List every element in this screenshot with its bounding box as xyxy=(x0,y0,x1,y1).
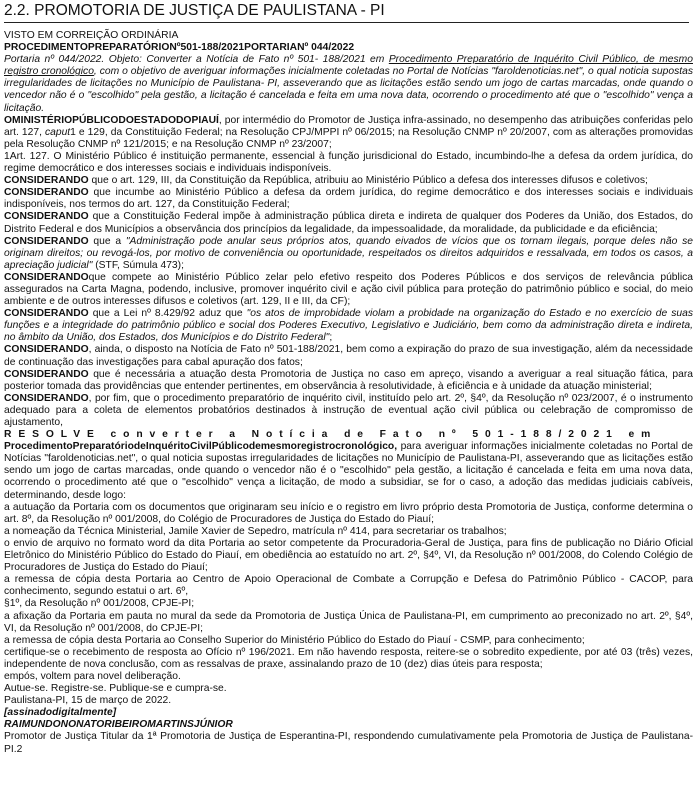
determination-3: o envio de arquivo no formato word da dita Portaria ao setor competente da Procuradoria-Geral de Justiça, para fins de publicação no Diário Oficial Eletrônico do Ministério Público do Estado do Piauí, em obediência ao estatuído no art. 2º, §4º, VI, da Resolução nº 001/2008, do Colendo Colégio de Procuradores de Justiça do Estado do Piauí; xyxy=(4,537,693,574)
autue-line: Autue-se. Registre-se. Publique-se e cumpra-se. xyxy=(4,683,227,695)
determination-5: a afixação da Portaria em pauta no mural da sede da Promotoria de Justiça Única de Paulistana-PI, em cumprimento ao preconizado no art. 2º, §4º, VI, da Resolução nº 001/2008, do CPJE-PI; xyxy=(4,610,693,634)
considerando-3: CONSIDERANDO que a Constituição Federal impõe à administração pública direta e indireta de qualquer dos Poderes da União, dos Estados, do Distrito Federal e dos Municípios a observância dos princípios da legalidade, da impessoalidade, da moralidade, da publicidade e da eficiência; xyxy=(4,211,693,235)
considerando-2: CONSIDERANDO que incumbe ao Ministério Público a defesa da ordem jurídica, do regime democrático e dos interesses sociais e individuais indisponíveis, nos termos do art. 127, da Constituição Federal; xyxy=(4,187,693,211)
determination-2: a nomeação da Técnica Ministerial, Jamile Xavier de Sepedro, matrícula nº 414, para secretariar os trabalhos; xyxy=(4,525,507,537)
determination-8: empós, voltem para novel deliberação. xyxy=(4,670,181,682)
section-title: 2.2. PROMOTORIA DE JUSTIÇA DE PAULISTANA - PI xyxy=(4,2,385,19)
signer-role: Promotor de Justiça Titular da 1ª Promotoria de Justiça de Esperantina-PI, respondendo cumulativamente pela Promotoria de Justiça de Paulistana-PI.2 xyxy=(4,731,693,755)
considerando-5: CONSIDERANDOque compete ao Ministério Público zelar pelo efetivo respeito dos Poderes Públicos e dos serviços de relevância pública assegurados na Carta Magna, podendo, inclusive, promover inquérito civil e ação civil pública para proteção do patrimônio público e social, do meio ambiente e de outros interesses difusos e coletivos (art. 129, II e III, da CF); xyxy=(4,271,693,308)
considerando-6: CONSIDERANDO que a Lei nº 8.429/92 aduz que "os atos de improbidade violam a probidade na organização do Estado e no exercício de suas funções e a integridade do patrimônio público e social dos Poderes Executivo, Legislativo e Judiciário, bem como da administração direta e indireta, no âmbito da União, dos Estados, dos Municípios e do Distrito Federal"; xyxy=(4,308,693,344)
signed-marker: [assinadodigitalmente] xyxy=(4,707,117,719)
procedure-link: Procedimento Preparatório de Inquérito Civil Público, de mesmo registro cronológico xyxy=(4,54,693,78)
determination-1: a autuação da Portaria com os documentos que originaram seu início e o registro em livro próprio desta Promotoria de Justiça, conforme determina o art. 8º, da Resolução nº 001/2008, do Colégio de Procuradores de Justiça do Estado do Piauí; xyxy=(4,501,693,525)
portaria-intro: Portaria nº 044/2022. Objeto: Converter a Notícia de Fato nº 501- 188/2021 em Procedimento Preparatório de Inquérito Civil Público, de mesmo registro cronológico, com o objetivo de averiguar informações inicialmente coletadas no Portal de Notícias "faroldenoticias.net", o qual noticia supostas irregularidades de licitações no Município de Paulistana- PI, asseverando que as licitações estão sendo um jogo de cartas marcadas, onde quando o vencedor não é o "escolhido" pela gestão, a licitação é cancelada e feita em uma nova data, ocorrendo o procedimento até que o "escolhido" vença a licitação. xyxy=(4,54,693,114)
determination-4b: §1º, da Resolução nº 001/2008, CPJE-PI; xyxy=(4,598,195,610)
considerando-4: CONSIDERANDO que a "Administração pode anular seus próprios atos, quando eivados de vícios que os tornam ilegais, porque deles não se originam direitos; ou revogá-los, por motivo de conveniência ou oportunidade, respeitados os direitos adquiridos e ressalvada, em todos os casos, a apreciação judicial" (STF, Súmula 473); xyxy=(4,235,693,271)
considerando-1: CONSIDERANDO que o art. 129, III, da Constituição da República, atribuiu ao Ministério Público a defesa dos interesses difusos e coletivos; xyxy=(4,175,648,187)
mp-paragraph: OMINISTÉRIOPÚBLICODOESTADODOPIAUÍ, por intermédio do Promotor de Justiça infra-assinado, no desempenho das atribuições conferidas pelo art. 127, caput1 e 129, da Constituição Federal; na Resolução CPJ/MPPI nº 06/2015; na Resolução CNMP nº 20/2007, com as alterações promovidas pela Resolução CNMP nº 121/2015; e na Resolução CNMP nº 23/2007; xyxy=(4,114,693,150)
date-line: Paulistana-PI, 15 de março de 2022. xyxy=(4,695,172,707)
considerando-9: CONSIDERANDO, por fim, que o procedimento preparatório de inquérito civil, instituído pelo art. 2º, §4º, da Resolução nº 023/2007, é o instrumento adequado para a coleta de elementos probatórios destinados à instrução de eventual ação civil pública ou celebração de compromisso de ajustamento, xyxy=(4,392,693,428)
procedure-heading: PROCEDIMENTOPREPARATÓRIONº501-188/2021PORTARIANº 044/2022 xyxy=(4,42,355,54)
title-divider xyxy=(4,22,689,23)
signer-name: RAIMUNDONONATORIBEIROMARTINSJÚNIOR xyxy=(4,719,233,731)
considerando-8: CONSIDERANDO que é necessária a atuação desta Promotoria de Justiça no caso em apreço, visando a averiguar a real situação fática, para posterior tomada das providências que entender pertinentes, em observância à resolutividade, à eficiência e à unidade da atuação ministerial; xyxy=(4,368,693,392)
considerando-7: CONSIDERANDO, ainda, o disposto na Notícia de Fato nº 501-188/2021, bem como a expiração do prazo de sua investigação, além da necessidade de continuação das investigações para cabal apuração dos fatos; xyxy=(4,344,693,368)
art127-note: 1Art. 127. O Ministério Público é instituição permanente, essencial à função jurisdicional do Estado, incumbindo-lhe a defesa da ordem jurídica, do regime democrático e dos interesses sociais e individuais indisponíveis. xyxy=(4,150,693,175)
visto-line: VISTO EM CORREIÇÃO ORDINÁRIA xyxy=(4,30,179,41)
determination-4: a remessa de cópia desta Portaria ao Centro de Apoio Operacional de Combate a Corrupção e Defesa do Patrimônio Público - CACOP, para conhecimento, segundo estatui o art. 6º, xyxy=(4,574,693,598)
determination-7: certifique-se o recebimento de resposta ao Ofício nº 196/2021. Em não havendo resposta, reitere-se o sobredito expediente, por até 03 (três) vezes, independente de nova conclusão, com as ressalvas de praxe, assinalando prazo de 10 (dez) dias úteis para resposta; xyxy=(4,646,693,670)
determination-6: a remessa de cópia desta Portaria ao Conselho Superior do Ministério Público do Estado do Piauí - CSMP, para conhecimento; xyxy=(4,634,585,646)
document-page xyxy=(0,1,693,796)
resolve-line: RESOLVE converter a Notícia de Fato nº 501-188/2021 em xyxy=(4,429,658,441)
resolve-paragraph: ProcedimentoPreparatóriodeInquéritoCivilPúblicodemesmoregistrocronológico, para averiguar informações inicialmente coletadas no Portal de Notícias "faroldenoticias.net", o qual noticia supostas irregularidades de licitações no Município de Paulistana-PI, asseverando que as licitações estão sendo um jogo de cartas marcadas, onde quando o vencedor não é o "escolhido" pela gestão, a licitação é cancelada e feita em uma nova data, ocorrendo o procedimento até que o "escolhido" vença a licitação, de modo a subsidiar, se for o caso, a adoção das medidas judiciais cabíveis, determinando, desde logo: xyxy=(4,441,693,501)
